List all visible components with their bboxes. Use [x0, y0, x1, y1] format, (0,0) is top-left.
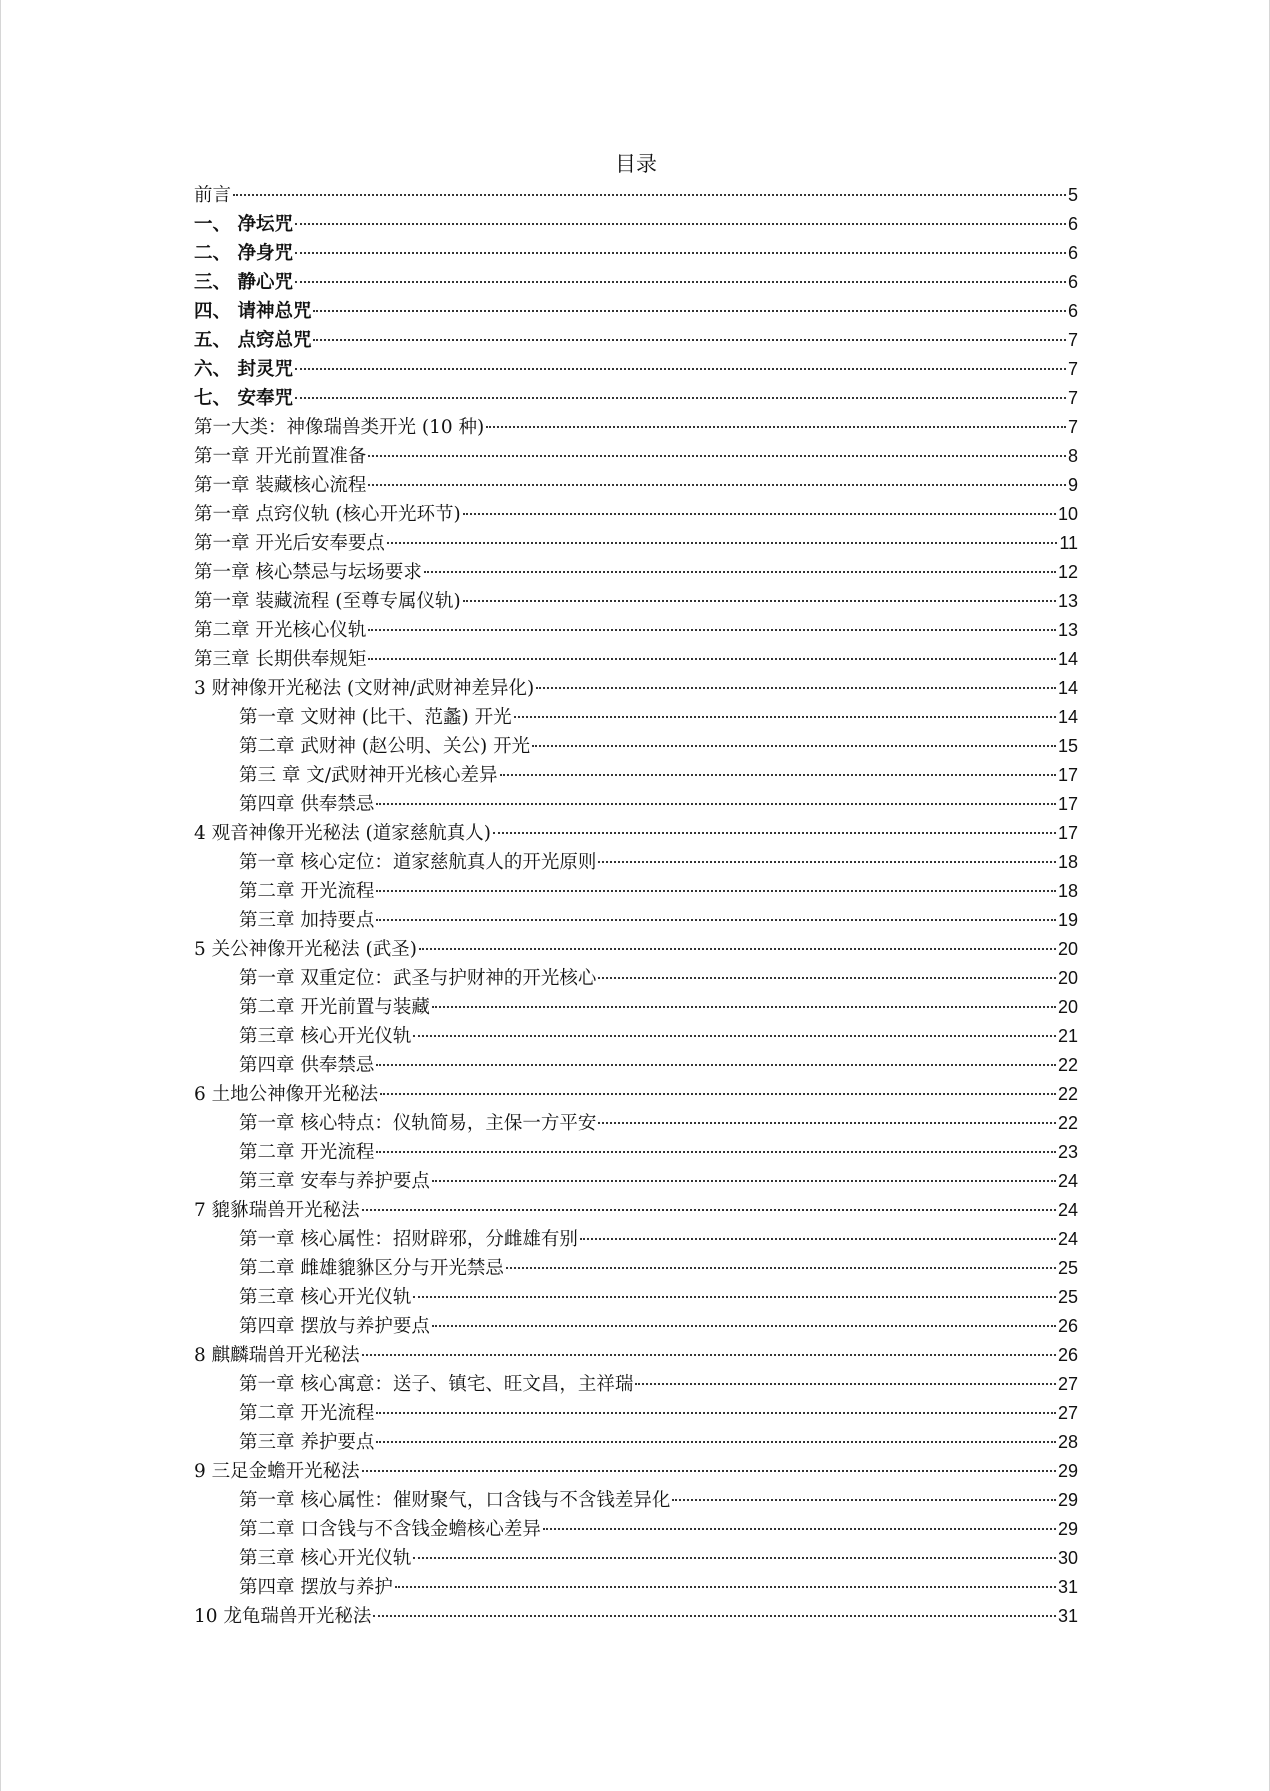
toc-entry[interactable]	[194, 355, 1078, 384]
dot-leader	[362, 1470, 1056, 1472]
dot-leader	[424, 571, 1056, 573]
dot-leader	[387, 542, 1057, 544]
toc-entry-label: 4 观音神像开光秘法 (道家慈航真人)	[194, 823, 491, 844]
toc-entry-page-number: 18	[1057, 881, 1078, 901]
toc-entry[interactable]	[194, 1428, 1078, 1457]
dot-leader	[362, 1209, 1056, 1211]
dot-leader	[536, 687, 1056, 689]
toc-entry-label: 四、 请神总咒	[194, 301, 312, 322]
toc-entry-label: 6 土地公神像开光秘法	[194, 1084, 379, 1105]
toc-entry-page-number: 21	[1057, 1026, 1078, 1046]
toc-entry-page-number: 28	[1057, 1432, 1078, 1452]
toc-entry[interactable]	[194, 471, 1078, 500]
dot-leader	[635, 1383, 1056, 1385]
toc-entry-page-number: 13	[1057, 620, 1078, 640]
toc-entry[interactable]	[194, 442, 1078, 471]
toc-entry[interactable]	[194, 558, 1078, 587]
toc-entry-label: 7 貔貅瑞兽开光秘法	[194, 1200, 360, 1221]
toc-entry-page-number: 13	[1057, 591, 1078, 611]
dot-leader	[368, 455, 1066, 457]
toc-entry-page-number: 29	[1057, 1519, 1078, 1539]
toc-entry-label: 第一章 双重定位：武圣与护财神的开光核心	[239, 968, 597, 989]
toc-entry-page-number: 27	[1057, 1403, 1078, 1423]
toc-entry-label: 第一章 核心禁忌与坛场要求	[194, 562, 422, 583]
toc-entry-page-number: 6	[1067, 301, 1078, 321]
dot-leader	[376, 890, 1056, 892]
dot-leader	[543, 1528, 1056, 1530]
dot-leader	[432, 1006, 1056, 1008]
toc-entry-label: 第一章 装藏核心流程	[194, 475, 367, 496]
toc-entry-page-number: 26	[1057, 1316, 1078, 1336]
dot-leader	[368, 629, 1056, 631]
dot-leader	[432, 1325, 1056, 1327]
dot-leader	[368, 484, 1066, 486]
dot-leader	[532, 745, 1056, 747]
toc-entry[interactable]	[194, 877, 1078, 906]
toc-entry-label: 第四章 摆放与养护要点	[239, 1316, 430, 1337]
toc-entry-page-number: 17	[1057, 765, 1078, 785]
toc-entry-page-number: 19	[1057, 910, 1078, 930]
toc-entry-label: 第二章 开光流程	[239, 881, 375, 902]
toc-entry-label: 第四章 供奉禁忌	[239, 794, 375, 815]
toc-entry[interactable]	[194, 964, 1078, 993]
toc-entry-page-number: 26	[1057, 1345, 1078, 1365]
dot-leader	[313, 339, 1066, 341]
toc-entry[interactable]	[194, 1254, 1078, 1283]
toc-entry[interactable]	[194, 645, 1078, 674]
toc-entry-page-number: 29	[1057, 1461, 1078, 1481]
dot-leader	[362, 1354, 1056, 1356]
dot-leader	[580, 1238, 1056, 1240]
toc-entry-page-number: 24	[1057, 1200, 1078, 1220]
toc-entry-label: 第一章 开光后安奉要点	[194, 533, 385, 554]
toc-entry-page-number: 8	[1067, 446, 1078, 466]
toc-entry[interactable]	[194, 1109, 1078, 1138]
toc-entry-label: 第四章 供奉禁忌	[239, 1055, 375, 1076]
dot-leader	[380, 1093, 1056, 1095]
toc-entry[interactable]	[194, 1080, 1078, 1109]
dot-leader	[419, 948, 1056, 950]
dot-leader	[376, 1441, 1056, 1443]
toc-entry-page-number: 30	[1057, 1548, 1078, 1568]
toc-entry-label: 10 龙龟瑞兽开光秘法	[194, 1606, 372, 1627]
dot-leader	[368, 658, 1056, 660]
toc-entry-label: 8 麒麟瑞兽开光秘法	[194, 1345, 360, 1366]
toc-entry-label: 第三章 核心开光仪轨	[239, 1026, 412, 1047]
dot-leader	[598, 1122, 1056, 1124]
toc-entry-page-number: 17	[1057, 794, 1078, 814]
toc-entry-page-number: 14	[1057, 707, 1078, 727]
toc-entry-page-number: 7	[1067, 359, 1078, 379]
toc-entry-label: 第一章 装藏流程 (至尊专属仪轨)	[194, 591, 461, 612]
toc-entry-label: 第一章 核心属性：招财辟邪，分雌雄有别	[239, 1229, 578, 1250]
toc-entry[interactable]	[194, 413, 1078, 442]
toc-entry[interactable]	[194, 703, 1078, 732]
toc-entry-label: 第二章 开光核心仪轨	[194, 620, 367, 641]
toc-entry-page-number: 27	[1057, 1374, 1078, 1394]
toc-entry[interactable]	[194, 210, 1078, 239]
toc-entry-page-number: 5	[1067, 185, 1078, 205]
dot-leader	[376, 1412, 1056, 1414]
toc-entry-page-number: 29	[1057, 1490, 1078, 1510]
toc-entry[interactable]	[194, 239, 1078, 268]
toc-entry[interactable]	[194, 384, 1078, 413]
toc-entry-label: 第一章 核心属性：催财聚气，口含钱与不含钱差异化	[239, 1490, 671, 1511]
toc-entry[interactable]	[194, 1544, 1078, 1573]
toc-entry-label: 五、 点窍总咒	[194, 330, 312, 351]
toc-entry[interactable]	[194, 1370, 1078, 1399]
toc-entry-label: 第二章 开光流程	[239, 1142, 375, 1163]
toc-entry-page-number: 6	[1067, 214, 1078, 234]
dot-leader	[413, 1557, 1056, 1559]
toc-entry[interactable]	[194, 761, 1078, 790]
toc-entry-page-number: 17	[1057, 823, 1078, 843]
toc-entry-label: 第三章 养护要点	[239, 1432, 375, 1453]
toc-entry[interactable]	[194, 1341, 1078, 1370]
toc-entry-label: 第一章 点窍仪轨 (核心开光环节)	[194, 504, 461, 525]
toc-entry-label: 第二章 口含钱与不含钱金蟾核心差异	[239, 1519, 541, 1540]
toc-entry[interactable]	[194, 1312, 1078, 1341]
toc-entry[interactable]	[194, 1602, 1078, 1631]
toc-entry-page-number: 31	[1057, 1606, 1078, 1626]
dot-leader	[413, 1296, 1056, 1298]
toc-entry-label: 二、 净身咒	[194, 243, 293, 264]
toc-entry-page-number: 20	[1057, 968, 1078, 988]
toc-entry-page-number: 14	[1057, 678, 1078, 698]
dot-leader	[376, 1064, 1056, 1066]
toc-entry[interactable]	[194, 1051, 1078, 1080]
toc-entry[interactable]	[194, 819, 1078, 848]
toc-entry[interactable]	[194, 326, 1078, 355]
toc-entry[interactable]	[194, 674, 1078, 703]
toc-entry-label: 第一章 核心定位：道家慈航真人的开光原则	[239, 852, 597, 873]
toc-entry[interactable]	[194, 587, 1078, 616]
toc-entry-page-number: 20	[1057, 997, 1078, 1017]
toc-entry-label: 9 三足金蟾开光秘法	[194, 1461, 360, 1482]
dot-leader	[672, 1499, 1056, 1501]
dot-leader	[295, 252, 1066, 254]
table-of-contents	[194, 181, 1078, 1631]
toc-entry-label: 一、 净坛咒	[194, 214, 293, 235]
toc-entry-page-number: 20	[1057, 939, 1078, 959]
toc-entry[interactable]	[194, 1138, 1078, 1167]
dot-leader	[395, 1586, 1056, 1588]
toc-entry-label: 第三 章 文/武财神开光核心差异	[239, 765, 498, 786]
toc-entry-page-number: 12	[1057, 562, 1078, 582]
dot-leader	[463, 600, 1056, 602]
toc-entry[interactable]	[194, 1486, 1078, 1515]
toc-entry-page-number: 22	[1057, 1084, 1078, 1104]
toc-entry-label: 5 关公神像开光秘法 (武圣)	[194, 939, 417, 960]
toc-entry-page-number: 22	[1057, 1113, 1078, 1133]
toc-entry[interactable]	[194, 1225, 1078, 1254]
toc-entry[interactable]	[194, 616, 1078, 645]
toc-entry-label: 七、 安奉咒	[194, 388, 293, 409]
toc-entry-label: 第二章 武财神 (赵公明、关公) 开光	[239, 736, 531, 757]
toc-entry-page-number: 15	[1057, 736, 1078, 756]
dot-leader	[506, 1267, 1056, 1269]
toc-entry[interactable]	[194, 500, 1078, 529]
toc-entry[interactable]	[194, 181, 1078, 210]
toc-entry-label: 第二章 开光前置与装藏	[239, 997, 430, 1018]
toc-entry-label: 第一章 开光前置准备	[194, 446, 367, 467]
toc-entry[interactable]	[194, 732, 1078, 761]
dot-leader	[295, 368, 1066, 370]
toc-entry[interactable]	[194, 790, 1078, 819]
dot-leader	[313, 310, 1066, 312]
toc-entry-page-number: 9	[1067, 475, 1078, 495]
toc-entry[interactable]	[194, 1283, 1078, 1312]
toc-entry-page-number: 18	[1057, 852, 1078, 872]
toc-entry[interactable]	[194, 1196, 1078, 1225]
toc-entry-page-number: 6	[1067, 243, 1078, 263]
toc-entry[interactable]	[194, 848, 1078, 877]
toc-entry-label: 第三章 加持要点	[239, 910, 375, 931]
toc-entry-label: 第三章 安奉与养护要点	[239, 1171, 430, 1192]
toc-entry-page-number: 24	[1057, 1229, 1078, 1249]
dot-leader	[514, 716, 1056, 718]
dot-leader	[500, 774, 1056, 776]
toc-entry-label: 第一大类：神像瑞兽类开光 (10 种)	[194, 417, 485, 438]
toc-entry-label: 三、 静心咒	[194, 272, 293, 293]
dot-leader	[413, 1035, 1056, 1037]
dot-leader	[376, 803, 1056, 805]
dot-leader	[233, 194, 1066, 196]
toc-entry-page-number: 7	[1067, 330, 1078, 350]
dot-leader	[486, 426, 1066, 428]
dot-leader	[373, 1615, 1056, 1617]
toc-entry-page-number: 11	[1059, 533, 1078, 553]
toc-entry-page-number: 7	[1067, 417, 1078, 437]
dot-leader	[295, 281, 1066, 283]
dot-leader	[598, 977, 1056, 979]
toc-entry[interactable]	[194, 268, 1078, 297]
toc-entry[interactable]	[194, 935, 1078, 964]
dot-leader	[376, 1151, 1056, 1153]
toc-entry[interactable]	[194, 906, 1078, 935]
toc-entry[interactable]	[194, 529, 1078, 558]
toc-entry-page-number: 14	[1057, 649, 1078, 669]
toc-entry[interactable]	[194, 297, 1078, 326]
dot-leader	[598, 861, 1056, 863]
toc-entry-page-number: 23	[1057, 1142, 1078, 1162]
toc-entry-page-number: 10	[1057, 504, 1078, 524]
dot-leader	[432, 1180, 1056, 1182]
toc-entry-label: 第一章 核心寓意：送子、镇宅、旺文昌，主祥瑞	[239, 1374, 634, 1395]
toc-entry-page-number: 6	[1067, 272, 1078, 292]
toc-title: 目录	[615, 152, 657, 176]
dot-leader	[463, 513, 1056, 515]
toc-entry-label: 第四章 摆放与养护	[239, 1577, 393, 1598]
dot-leader	[376, 919, 1056, 921]
toc-entry-label: 第三章 长期供奉规矩	[194, 649, 367, 670]
toc-entry[interactable]	[194, 1457, 1078, 1486]
toc-entry-page-number: 7	[1067, 388, 1078, 408]
toc-entry[interactable]	[194, 993, 1078, 1022]
toc-entry-page-number: 22	[1057, 1055, 1078, 1075]
toc-entry-label: 第三章 核心开光仪轨	[239, 1548, 412, 1569]
toc-entry-page-number: 25	[1057, 1258, 1078, 1278]
dot-leader	[295, 397, 1066, 399]
toc-entry-label: 3 财神像开光秘法 (文财神/武财神差异化)	[194, 678, 535, 699]
toc-entry[interactable]	[194, 1515, 1078, 1544]
toc-entry-page-number: 31	[1057, 1577, 1078, 1597]
toc-entry-label: 第一章 文财神 (比干、范蠡) 开光	[239, 707, 512, 728]
toc-entry[interactable]	[194, 1573, 1078, 1602]
dot-leader	[295, 223, 1066, 225]
toc-entry-label: 第一章 核心特点：仪轨简易，主保一方平安	[239, 1113, 597, 1134]
toc-entry[interactable]	[194, 1399, 1078, 1428]
toc-entry[interactable]	[194, 1022, 1078, 1051]
toc-entry-label: 第三章 核心开光仪轨	[239, 1287, 412, 1308]
toc-entry-label: 六、 封灵咒	[194, 359, 293, 380]
toc-entry[interactable]	[194, 1167, 1078, 1196]
toc-entry-page-number: 25	[1057, 1287, 1078, 1307]
toc-entry-label: 前言	[194, 185, 232, 206]
toc-entry-label: 第二章 雌雄貔貅区分与开光禁忌	[239, 1258, 504, 1279]
toc-entry-label: 第二章 开光流程	[239, 1403, 375, 1424]
toc-entry-page-number: 24	[1057, 1171, 1078, 1191]
dot-leader	[493, 832, 1056, 834]
